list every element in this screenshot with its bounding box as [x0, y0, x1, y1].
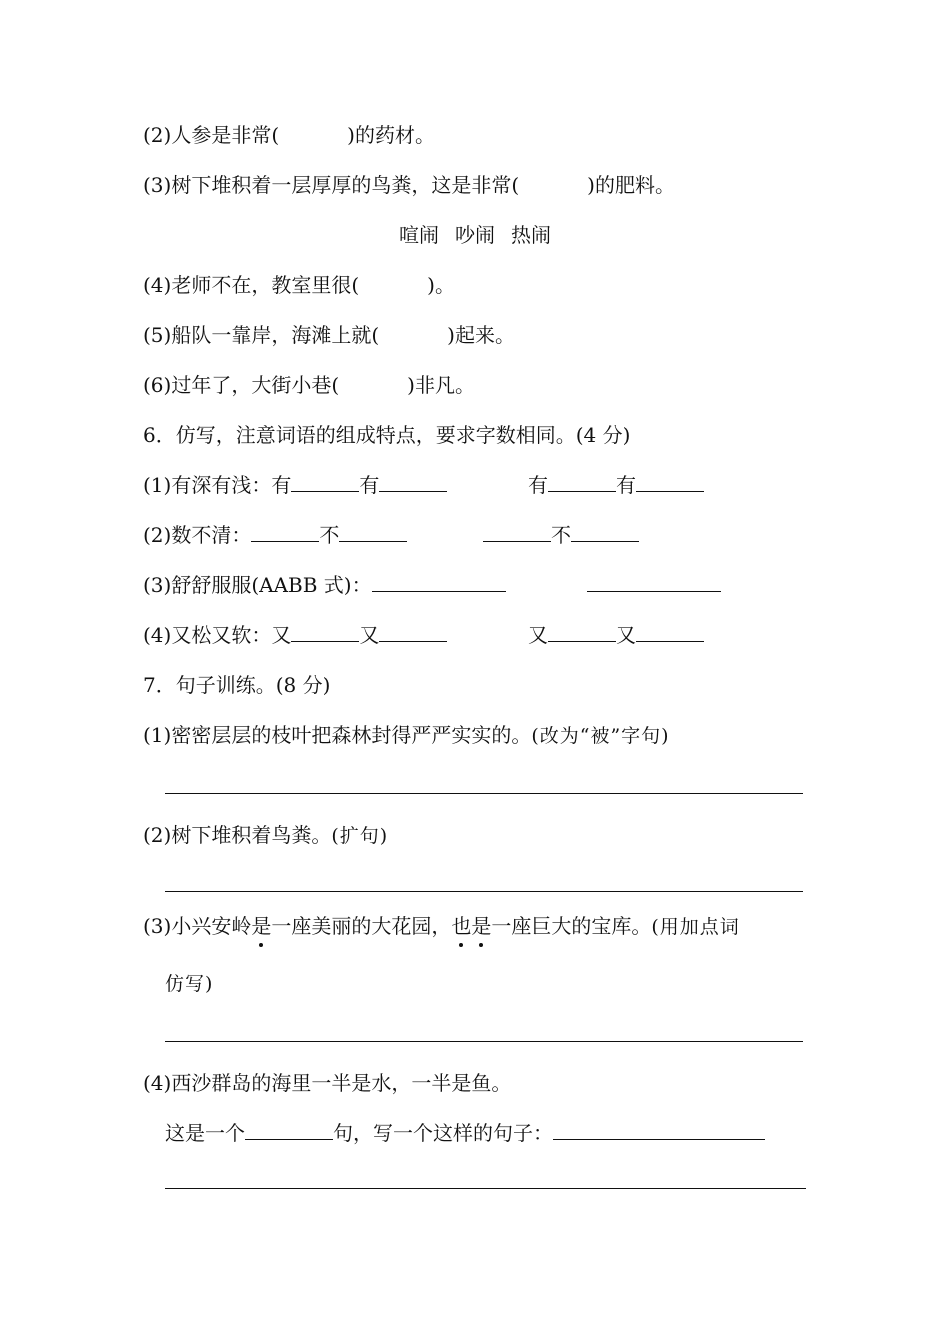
- emphasis-dot-char: 是: [471, 914, 492, 938]
- answer-blank[interactable]: [251, 540, 319, 542]
- answer-blank[interactable]: [291, 490, 359, 492]
- q6-item-1-second: 有 有: [528, 472, 704, 498]
- q6-item-2-second: 不: [483, 522, 639, 548]
- answer-blank[interactable]: [379, 490, 447, 492]
- answer-blank[interactable]: [571, 540, 639, 542]
- q7-item-3-cont: 仿写): [165, 973, 214, 995]
- q6-item-3-second: [587, 572, 721, 598]
- q7-heading: 7．句子训练。(8 分): [143, 673, 331, 697]
- answer-blank[interactable]: [548, 490, 616, 492]
- answer-blank[interactable]: [372, 590, 506, 592]
- q5-item-6: (6)过年了，大街小巷( )非凡。: [143, 373, 475, 397]
- answer-blank[interactable]: [548, 640, 616, 642]
- q5-item-2: (2)人参是非常( )的药材。: [143, 123, 435, 147]
- q6-item-4: (4)又松又软：又 又: [143, 622, 447, 648]
- q6-item-3: (3)舒舒服服(AABB 式)：: [143, 572, 506, 598]
- answer-line[interactable]: [165, 793, 803, 794]
- answer-blank[interactable]: [636, 640, 704, 642]
- q5-item-4: (4)老师不在，教室里很( )。: [143, 273, 455, 297]
- answer-line[interactable]: [165, 1041, 803, 1042]
- answer-line[interactable]: [165, 1188, 806, 1189]
- q7-item-1: (1)密密层层的枝叶把森林封得严严实实的。(改为“被”字句): [143, 723, 670, 747]
- q5-item-3: (3)树下堆积着一层厚厚的鸟粪，这是非常( )的肥料。: [143, 173, 675, 197]
- answer-blank[interactable]: [245, 1138, 333, 1140]
- word-bank: 喧闹 吵闹 热闹: [399, 223, 551, 247]
- answer-blank[interactable]: [291, 640, 359, 642]
- emphasis-dot-char: 也: [451, 914, 472, 938]
- answer-blank[interactable]: [379, 640, 447, 642]
- q6-heading: 6．仿写，注意词语的组成特点，要求字数相同。(4 分): [143, 423, 631, 447]
- q6-item-4-second: 又 又: [528, 622, 704, 648]
- q7-item-4: (4)西沙群岛的海里一半是水，一半是鱼。: [143, 1071, 512, 1095]
- answer-blank[interactable]: [636, 490, 704, 492]
- answer-blank[interactable]: [339, 540, 407, 542]
- q7-item-3: (3)小兴安岭是一座美丽的大花园，也是一座巨大的宝库。(用加点词: [143, 914, 740, 938]
- q5-item-5: (5)船队一靠岸，海滩上就( )起来。: [143, 323, 515, 347]
- q7-item-2: (2)树下堆积着鸟粪。(扩句): [143, 823, 389, 847]
- answer-blank[interactable]: [553, 1138, 765, 1140]
- q6-item-2: (2)数不清： 不: [143, 522, 407, 548]
- answer-blank[interactable]: [587, 590, 721, 592]
- answer-blank[interactable]: [483, 540, 551, 542]
- answer-line[interactable]: [165, 891, 803, 892]
- emphasis-dot-char: 是: [251, 914, 272, 938]
- q7-item-4-prompt: 这是一个 句，写一个这样的句子：: [165, 1120, 765, 1146]
- q6-item-1: (1)有深有浅：有 有: [143, 472, 447, 498]
